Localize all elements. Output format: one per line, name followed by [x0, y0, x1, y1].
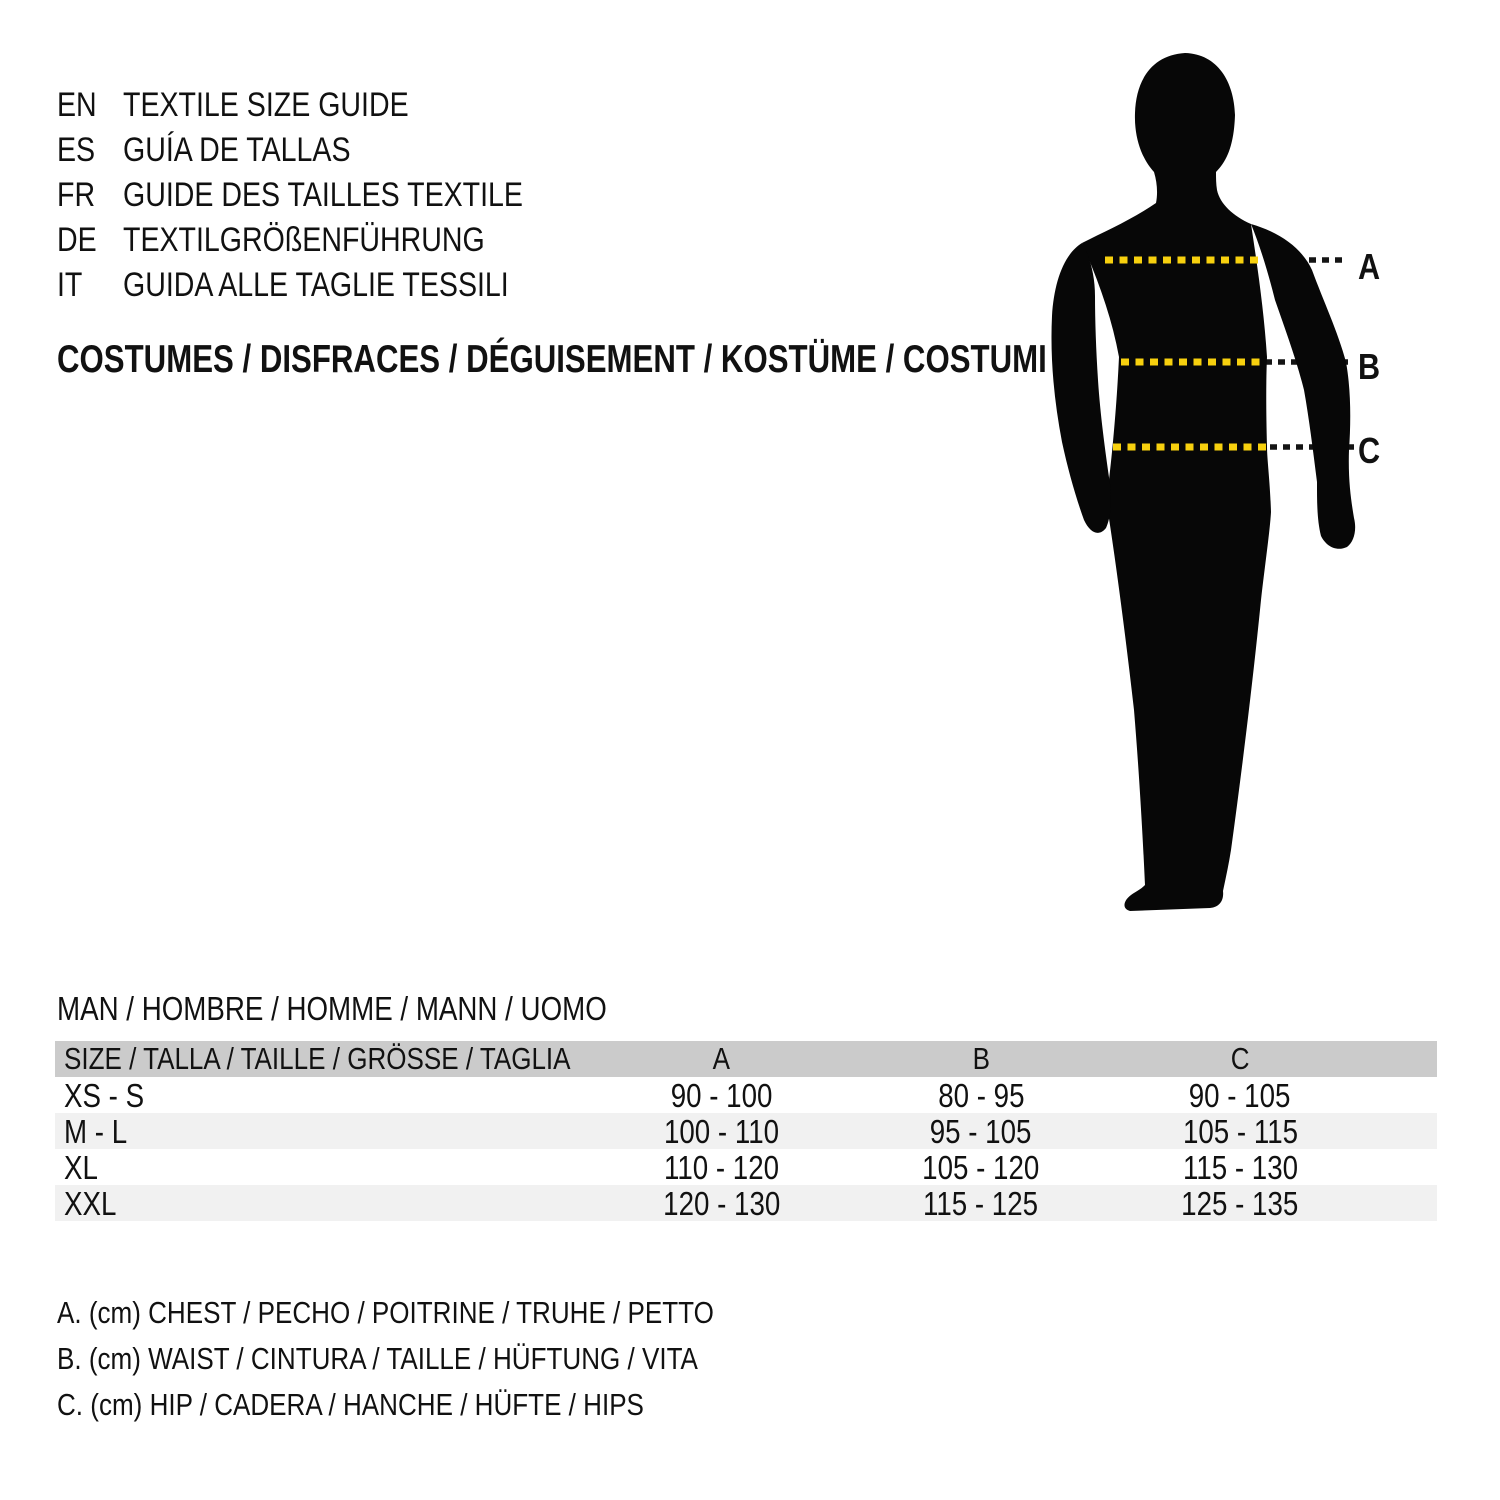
c-value: 90 - 105 — [1189, 1077, 1291, 1114]
language-row-en — [57, 83, 599, 128]
table-row-m-l — [55, 1113, 1437, 1149]
language-row-de — [57, 218, 599, 263]
measurement-figure — [1020, 50, 1440, 930]
cell-size-label — [55, 1113, 594, 1151]
a-value: 90 - 100 — [670, 1077, 773, 1114]
language-row-es — [57, 128, 599, 173]
cell-b-value — [850, 1149, 1113, 1187]
cell-b-value — [850, 1113, 1113, 1151]
measurement-legend — [57, 1290, 839, 1428]
size-label: XS - S — [64, 1077, 145, 1114]
cell-size-label — [55, 1185, 594, 1223]
a-value: 110 - 120 — [664, 1149, 780, 1186]
cell-c-value — [1112, 1113, 1368, 1151]
gender-section-heading — [57, 990, 712, 1028]
header-cell-c — [1112, 1041, 1368, 1077]
size-label: XL — [64, 1149, 98, 1186]
cell-size-label — [55, 1077, 594, 1115]
cell-a-value — [594, 1113, 850, 1151]
chest-measure-label: A — [1358, 246, 1381, 287]
table-row-xxl — [55, 1185, 1437, 1221]
size-label: XXL — [64, 1185, 117, 1222]
hip-measure-label: C — [1358, 430, 1381, 471]
table-row-xl — [55, 1149, 1437, 1185]
man-silhouette-figure — [1020, 50, 1390, 920]
cell-c-value — [1112, 1149, 1368, 1187]
size-label: M - L — [64, 1113, 128, 1150]
header-c-label: C — [1230, 1041, 1250, 1076]
language-title-list — [57, 83, 599, 308]
man-silhouette — [1082, 53, 1271, 911]
cell-a-value — [594, 1077, 850, 1115]
cell-a-value — [594, 1149, 850, 1187]
language-code-de: DE — [57, 221, 97, 259]
cell-b-value — [850, 1077, 1113, 1115]
b-value: 80 - 95 — [937, 1077, 1025, 1114]
legend-row-chest — [57, 1290, 839, 1336]
language-code-it: IT — [57, 266, 83, 304]
cell-size-label — [55, 1149, 594, 1187]
guide-title-fr: GUIDE DES TAILLES TEXTILE — [123, 176, 523, 214]
header-cell-size — [55, 1041, 594, 1077]
size-table-header-row — [55, 1041, 1437, 1077]
size-table — [55, 1041, 1437, 1221]
legend-waist-text: B. (cm) WAIST / CINTURA / TAILLE / HÜFTUNG / VITA — [57, 1341, 698, 1376]
language-row-it — [57, 263, 599, 308]
header-cell-b — [850, 1041, 1113, 1077]
guide-title-it: GUIDA ALLE TAGLIE TESSILI — [123, 266, 509, 304]
gender-section-heading-text: MAN / HOMBRE / HOMME / MANN / UOMO — [57, 990, 607, 1027]
category-heading-text: COSTUMES / DISFRACES / DÉGUISEMENT / KOSTÜME / COSTUMI — [57, 337, 1047, 381]
waist-measure-label: B — [1358, 346, 1381, 387]
header-b-label: B — [972, 1041, 990, 1076]
guide-title-es: GUÍA DE TALLAS — [123, 131, 351, 169]
header-size-label: SIZE / TALLA / TAILLE / GRÖSSE / TAGLIA — [64, 1041, 571, 1076]
b-value: 115 - 125 — [923, 1185, 1039, 1222]
header-a-label: A — [713, 1041, 731, 1076]
b-value: 105 - 120 — [922, 1149, 1040, 1186]
c-value: 105 - 115 — [1182, 1113, 1298, 1150]
language-code-fr: FR — [57, 176, 96, 214]
legend-row-waist — [57, 1336, 839, 1382]
header-cell-a — [594, 1041, 850, 1077]
legend-chest-text: A. (cm) CHEST / PECHO / POITRINE / TRUHE / PETTO — [57, 1295, 714, 1330]
cell-c-value — [1112, 1185, 1368, 1223]
language-code-es: ES — [57, 131, 96, 169]
a-value: 100 - 110 — [664, 1113, 780, 1150]
cell-c-value — [1112, 1077, 1368, 1115]
language-code-en: EN — [57, 86, 97, 124]
cell-b-value — [850, 1185, 1113, 1223]
b-value: 95 - 105 — [930, 1113, 1032, 1150]
cell-a-value — [594, 1185, 850, 1223]
legend-row-hip — [57, 1382, 839, 1428]
guide-title-de: TEXTILGRÖßENFÜHRUNG — [123, 221, 485, 259]
table-row-xs-s — [55, 1077, 1437, 1113]
a-value: 120 - 130 — [663, 1185, 781, 1222]
c-value: 125 - 135 — [1181, 1185, 1299, 1222]
legend-hip-text: C. (cm) HIP / CADERA / HANCHE / HÜFTE / HIPS — [57, 1387, 644, 1422]
c-value: 115 - 130 — [1182, 1149, 1298, 1186]
language-row-fr — [57, 173, 599, 218]
guide-title-en: TEXTILE SIZE GUIDE — [123, 86, 409, 124]
